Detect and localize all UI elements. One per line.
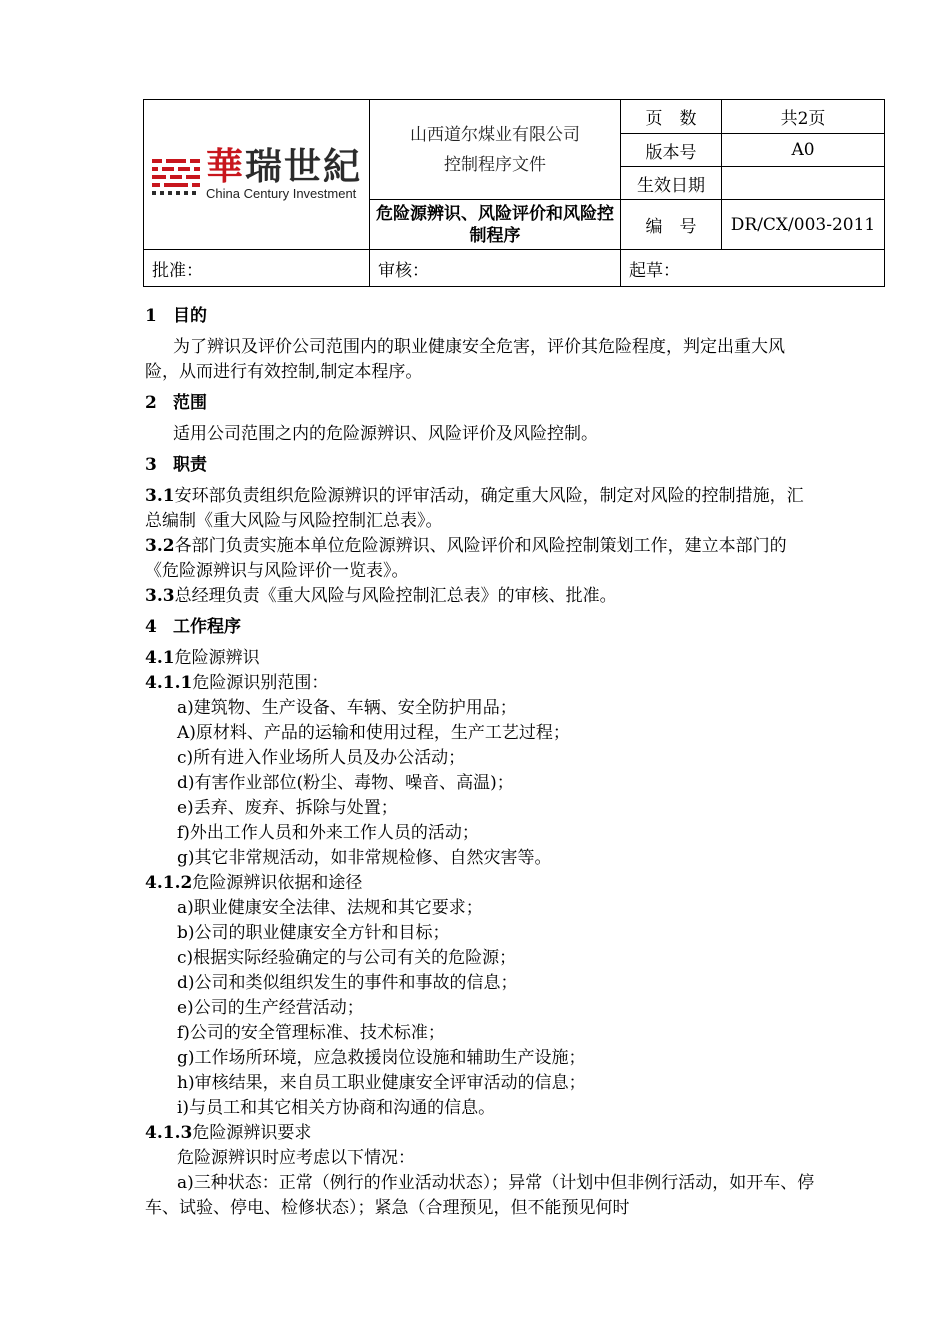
list-item: a)职业健康安全法律、法规和其它要求； xyxy=(177,898,483,918)
list-item: g)其它非常规活动，如非常规检修、自然灾害等。 xyxy=(177,848,552,868)
list-item: f)外出工作人员和外来工作人员的活动； xyxy=(177,823,479,843)
list-item: a)三种状态：正常（例行的作业活动状态）；异常（计划中但非例行活动，如开车、停车、试验、停电、检修状态）；紧急（合理预见，但不能预见何时 xyxy=(145,1173,815,1218)
pages-value: 共2页 xyxy=(722,100,885,134)
logo-mark-icon xyxy=(152,153,200,197)
intro-line: 危险源辨识时应考虑以下情况： xyxy=(177,1148,415,1168)
version-label: 版本号 xyxy=(621,134,722,167)
section-paragraph: 适用公司范围之内的危险源辨识、风险评价及风险控制。 xyxy=(173,424,598,444)
list-item: e)公司的生产经营活动； xyxy=(177,998,364,1018)
company-name-cell xyxy=(370,100,621,200)
section-heading: 2 范围 xyxy=(145,393,207,413)
list-item: e)丢弃、废弃、拆除与处置； xyxy=(177,798,398,818)
list-item: A)原材料、产品的运输和使用过程，生产工艺过程； xyxy=(177,723,570,743)
list-item: d)公司和类似组织发生的事件和事故的信息； xyxy=(177,973,518,993)
effective-date-label: 生效日期 xyxy=(621,167,722,200)
code-label: 编 号 xyxy=(621,200,722,250)
code-value: DR/CX/003-2011 xyxy=(722,200,885,250)
list-item: h)审核结果，来自员工职业健康安全评审活动的信息； xyxy=(177,1073,586,1093)
review-field: 审核： xyxy=(370,250,621,287)
document-body xyxy=(145,298,815,1221)
logo-name-cn: 華瑞世紀 xyxy=(206,145,362,188)
company-logo xyxy=(144,147,369,202)
pages-label: 页 数 xyxy=(621,100,722,134)
document-header-table xyxy=(143,99,885,287)
section-heading: 3 职责 xyxy=(145,455,207,475)
responsibility-item: 3.3总经理负责《重大风险与风险控制汇总表》的审核、批准。 xyxy=(145,586,617,606)
list-item: g)工作场所环境，应急救援岗位设施和辅助生产设施； xyxy=(177,1048,586,1068)
effective-date-value xyxy=(722,167,885,200)
section-heading: 4 工作程序 xyxy=(145,617,241,637)
company-name: 山西道尔煤业有限公司 xyxy=(410,124,580,145)
draft-field: 起草： xyxy=(621,250,885,287)
responsibility-item: 3.1安环部负责组织危险源辨识的评审活动，确定重大风险，制定对风险的控制措施，汇总编制《重大风险与风险控制汇总表》。 xyxy=(145,486,804,531)
section-heading: 1 目的 xyxy=(145,306,207,326)
list-item: d)有害作业部位(粉尘、毒物、噪音、高温)； xyxy=(177,773,514,793)
responsibility-item: 3.2各部门负责实施本单位危险源辨识、风险评价和风险控制策划工作，建立本部门的《危险源辨识与风险评价一览表》。 xyxy=(145,536,787,581)
list-item: c)根据实际经验确定的与公司有关的危险源； xyxy=(177,948,517,968)
subsection-heading: 4.1危险源辨识 xyxy=(145,648,260,668)
list-item: c)所有进入作业场所人员及办公活动； xyxy=(177,748,466,768)
subsection-heading: 4.1.2危险源辨识依据和途径 xyxy=(145,873,363,893)
logo-name-en: China Century Investment xyxy=(206,186,357,201)
document-title: 危险源辨识、风险评价和风险控制程序 xyxy=(370,200,621,250)
approve-field: 批准： xyxy=(144,250,370,287)
list-item: a)建筑物、生产设备、车辆、安全防护用品； xyxy=(177,698,517,718)
subsection-heading: 4.1.1危险源识别范围： xyxy=(145,673,329,693)
list-item: f)公司的安全管理标准、技术标准； xyxy=(177,1023,445,1043)
logo-cell xyxy=(144,100,370,250)
list-item: i)与员工和其它相关方协商和沟通的信息。 xyxy=(177,1098,496,1118)
version-value: A0 xyxy=(722,134,885,167)
list-item: b)公司的职业健康安全方针和目标； xyxy=(177,923,450,943)
subsection-heading: 4.1.3危险源辨识要求 xyxy=(145,1123,312,1143)
section-paragraph: 为了辨识及评价公司范围内的职业健康安全危害，评价其危险程度，判定出重大风险，从而进行有效控制,制定本程序。 xyxy=(145,337,785,382)
document-category: 控制程序文件 xyxy=(444,154,546,175)
